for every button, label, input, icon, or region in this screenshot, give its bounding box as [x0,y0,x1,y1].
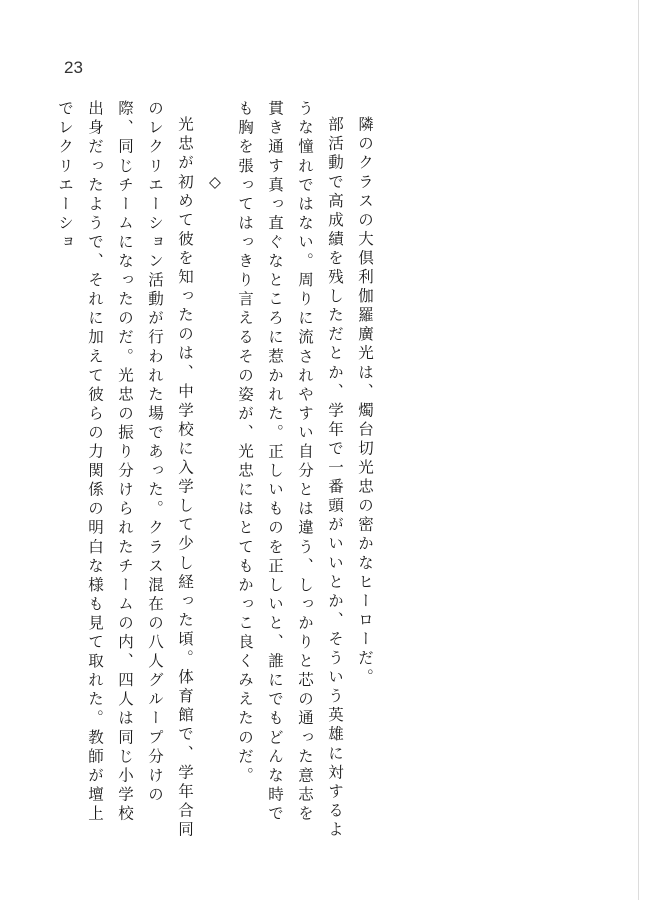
page-number: 23 [64,58,83,77]
vertical-text-body [56,100,380,840]
paragraph-3: 光忠が初めて彼を知ったのは、中学校に入学して少し経った頃。体育館で、学年合同のレクリエーション活動が行われた場であった。クラス混在の八人グループ分けの際、同じチームになったのだ。光忠の振り分けられたチームの内、四人は同じ小学校出身だったようで、それに加えて彼らの力関係の明白な様も見て取れた。教師が壇上でレクリエーショ [56,100,194,840]
paragraph-1: 隣のクラスの大倶利伽羅廣光は、燭台切光忠の密かなヒーローだ。 [356,115,374,687]
paragraph-2: 部活動で高成績を残しただとか、学年で一番頭がいいとか、そういう英雄に対するような憧れではない。周りに流されやすい自分とは違う、しっかりと芯の通った意志を貫き通す真っ直ぐなところに惹かれた。正しいものを正しいと、誰にでもどんな時でも胸を張ってはっきり言えるその姿が、光忠にはとてもかっこ良くみえたのだ。 [236,100,344,840]
scene-break-diamond: ◇ [206,172,224,195]
page-edge-divider [638,0,639,900]
